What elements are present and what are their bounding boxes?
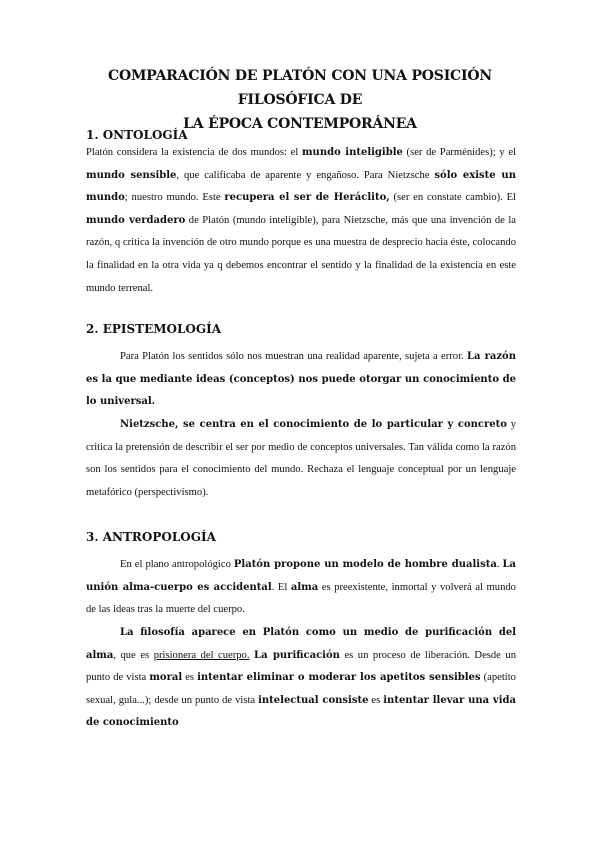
bold-text: Nietzsche, se centra en el conocimiento de lo particular y concreto (120, 419, 507, 430)
text: es (182, 672, 198, 684)
bold-text: intelectual consiste (258, 694, 369, 706)
text: y critica la pretensión de describir el ser por medio de conceptos universales. Tan válida como la razón son los sentidos para el conocimiento del mundo. Rechaza el lenguaje conceptual por un lenguaje metafórico (perspectivismo). (86, 419, 517, 498)
text: . El (271, 581, 291, 593)
bold-text: mundo sensible (86, 169, 177, 181)
paragraph-antropologia-2 (86, 622, 516, 735)
heading-epistemologia: 2. EPISTEMOLOGÍA (86, 322, 222, 336)
bold-text: recupera el ser de Heráclito, (224, 192, 390, 204)
bold-text: La purificación (254, 649, 340, 661)
text: (ser de Parménides); y el (402, 147, 516, 158)
paragraph-epistemologia-2 (86, 414, 516, 504)
paragraph-epistemologia-1 (86, 346, 516, 414)
text: es (368, 694, 384, 706)
heading-antropologia: 3. ANTROPOLOGÍA (86, 530, 216, 544)
bold-text: La filosofía aparece en Platón como un medio de purificación del alma (86, 627, 516, 661)
bold-text: mundo inteligible (301, 147, 403, 158)
bold-text: alma (290, 581, 319, 593)
title-line-2: LA ÉPOCA CONTEMPORÁNEA (183, 116, 417, 132)
text: (apetito sexual, gula...); desde un punto de vista (86, 672, 516, 706)
bold-text: La unión alma-cuerpo es accidental (86, 559, 517, 593)
heading-ontologia: 1. ONTOLOGÍA (86, 128, 188, 142)
bold-text: sólo existe un mundo (86, 169, 516, 204)
bold-text: intentar eliminar o moderar los apetitos sensibles (197, 672, 481, 684)
paragraph-antropologia-1 (86, 554, 516, 622)
text: (ser en constate cambio). El (389, 192, 517, 204)
text: , que calificaba de aparente y engañoso. Para Nietzsche (176, 169, 435, 181)
text: es un proceso de liberación. Desde un punto de vista (86, 649, 517, 684)
bold-text: intentar llevar una vida de conocimiento (86, 694, 516, 729)
bold-text: moral (149, 672, 183, 684)
bold-text: mundo verdadero (86, 214, 186, 226)
text: Para Platón los sentidos sólo nos muestran una realidad aparente, sujeta a error. (120, 351, 467, 362)
text: Platón considera la existencia de dos mundos: el (86, 147, 302, 158)
text: es preexistente, inmortal y volverá al mundo de las ideas tras la muerte del cuerpo. (86, 581, 516, 616)
text: , que es (113, 649, 154, 661)
paragraph-ontologia (86, 142, 516, 300)
text: . (496, 559, 503, 570)
text: de Platón (mundo inteligible), para Nietzsche, más que una invención de la razón, q critica la invención de otro mundo porque es una muestra de desprecio hacia éste, colocando la finalidad en la otra vida ya q debemos encontrar el sentido y la finalidad de la existencia en este mundo terrenal. (86, 214, 516, 294)
document-title (70, 64, 530, 136)
bold-text: La razón es la que mediante ideas (conceptos) nos puede otorgar un conocimiento de lo universal. (86, 351, 516, 408)
text: En el plano antropológico (120, 559, 234, 570)
underlined-text: prisionera del cuerpo. (153, 649, 250, 661)
title-line-1: COMPARACIÓN DE PLATÓN CON UNA POSICIÓN FILOSÓFICA DE (108, 68, 492, 108)
bold-text: Platón propone un modelo de hombre dualista (233, 559, 497, 570)
text: ; nuestro mundo. Este (124, 192, 225, 204)
